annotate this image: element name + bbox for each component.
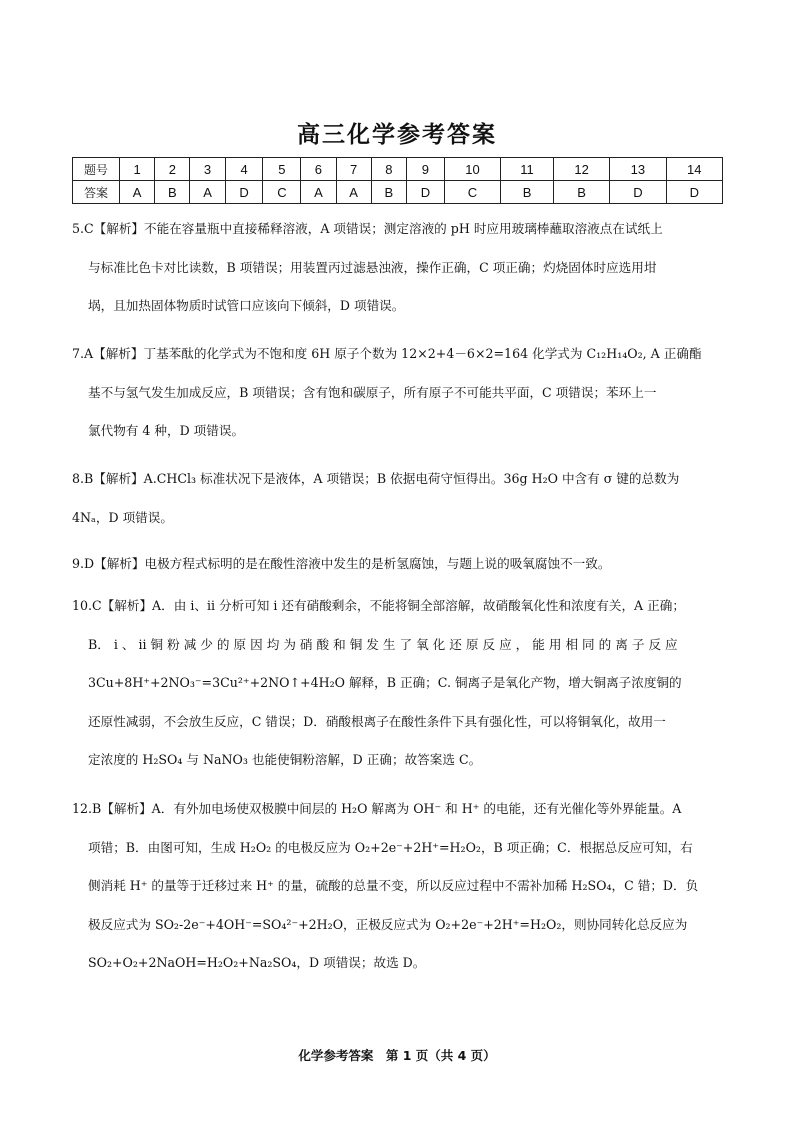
explanation-q8 (72, 460, 732, 537)
q12-line-2: 项错；B．由图可知，生成 H₂O₂ 的电极反应为 O₂+2e⁻+2H⁺=H₂O₂，B 项正确；C．根据总反应可知，右 (88, 839, 693, 855)
question-number: 4 (225, 158, 263, 181)
answer-cell: B (501, 181, 554, 204)
explanation-q7 (72, 335, 732, 451)
q10-line-1: 10.C【解析】A．由 i、ii 分析可知 i 还有硝酸剩余，不能将铜全部溶解，故硝酸氧化性和浓度有关，A 正确； (72, 598, 685, 613)
answer-row (73, 181, 723, 204)
question-number: 5 (263, 158, 301, 181)
question-number: 13 (610, 158, 666, 181)
answer-cell: D (610, 181, 666, 204)
q10-line-4: 还原性减弱，不会放生反应，C 错误；D．硝酸根离子在酸性条件下具有强化性，可以将铜氧化，故用一 (88, 713, 666, 729)
question-number: 1 (120, 158, 155, 181)
question-number: 12 (553, 158, 609, 181)
answer-cell: C (444, 181, 500, 204)
question-number: 8 (371, 158, 406, 181)
question-number: 14 (666, 158, 722, 181)
q10-line-3: 3Cu+8H⁺+2NO₃⁻=3Cu²⁺+2NO↑+4H₂O 解释，B 正确；C. 铜离子是氧化产物，增大铜离子浓度铜的 (88, 675, 682, 690)
question-number: 2 (155, 158, 190, 181)
q8-line-1: 8.B【解析】A.CHCl₃ 标准状况下是液体，A 项错误；B 依据电荷守恒得出。36g H₂O 中含有 σ 键的总数为 (72, 471, 680, 486)
explanation-q12 (72, 790, 732, 983)
answer-cell: B (553, 181, 609, 204)
q5-line-1: 5.C【解析】不能在容量瓶中直接稀释溶液，A 项错误；测定溶液的 pH 时应用玻璃棒蘸取溶液点在试纸上 (72, 221, 663, 236)
question-number: 7 (336, 158, 371, 181)
answer-cell: B (155, 181, 190, 204)
answer-cell: A (301, 181, 336, 204)
q5-line-3: 埚，且加热固体物质时试管口应该向下倾斜，D 项错误。 (88, 298, 405, 313)
row-label-questions: 题号 (73, 158, 120, 181)
question-number-row (73, 158, 723, 181)
question-number: 11 (501, 158, 554, 181)
answer-cell: A (336, 181, 371, 204)
answer-cell: D (406, 181, 444, 204)
q12-line-4: 极反应式为 SO₂-2e⁻+4OH⁻=SO₄²⁻+2H₂O，正极反应式为 O₂+2e⁻+2H⁺=H₂O₂，则协同转化总反应为 (88, 916, 688, 932)
q9-line-1: 9.D【解析】电极方程式标明的是在酸性溶液中发生的是析氢腐蚀，与题上说的吸氧腐蚀不一致。 (72, 556, 611, 571)
q12-line-5: SO₂+O₂+2NaOH=H₂O₂+Na₂SO₄，D 项错误；故选 D。 (88, 955, 426, 970)
explanation-q10 (72, 587, 732, 780)
answer-cell: A (190, 181, 225, 204)
answer-cell: D (666, 181, 722, 204)
q7-line-2: 基不与氢气发生加成反应，B 项错误；含有饱和碳原子，所有原子不可能共平面，C 项错误；苯环上一 (88, 384, 657, 400)
question-number: 6 (301, 158, 336, 181)
row-label-answers: 答案 (73, 181, 120, 204)
page-title: 高三化学参考答案 (297, 121, 497, 148)
answer-cell: B (371, 181, 406, 204)
q7-line-1: 7.A【解析】丁基苯酞的化学式为不饱和度 6H 原子个数为 12×2+4－6×2=164 化学式为 C₁₂H₁₄O₂, A 正确酯 (72, 346, 702, 361)
answer-table (72, 157, 723, 204)
question-number: 10 (444, 158, 500, 181)
answer-cell: D (225, 181, 263, 204)
q10-line-5: 定浓度的 H₂SO₄ 与 NaNO₃ 也能使铜粉溶解，D 正确；故答案选 C。 (88, 752, 482, 767)
q7-line-3: 氯代物有 4 种，D 项错误。 (88, 423, 245, 438)
page-footer: 化学参考答案 第 1 页（共 4 页） (298, 1048, 496, 1063)
answer-cell: C (263, 181, 301, 204)
answer-cell: A (120, 181, 155, 204)
question-number: 3 (190, 158, 225, 181)
explanation-q9 (72, 545, 732, 584)
q5-line-2: 与标准比色卡对比读数，B 项错误；用装置丙过滤悬浊液，操作正确，C 项正确；灼烧固体时应选用坩 (88, 259, 657, 275)
q10-line-2: B． i 、 ii 铜 粉 减 少 的 原 因 均 为 硝 酸 和 铜 发 生 了 氧 化 还 原 反 应 ， 能 用 相 同 的 离 子 反 应 (88, 636, 678, 652)
q12-line-3: 侧消耗 H⁺ 的量等于迁移过来 H⁺ 的量，硫酸的总量不变，所以反应过程中不需补加稀 H₂SO₄，C 错；D．负 (88, 878, 699, 893)
q8-line-2: 4Nₐ，D 项错误。 (72, 509, 173, 525)
explanation-q5 (72, 210, 732, 326)
question-number: 9 (406, 158, 444, 181)
q12-line-1: 12.B【解析】A．有外加电场使双极膜中间层的 H₂O 解离为 OH⁻ 和 H⁺ 的电能，还有光催化等外界能量。A (72, 801, 682, 816)
